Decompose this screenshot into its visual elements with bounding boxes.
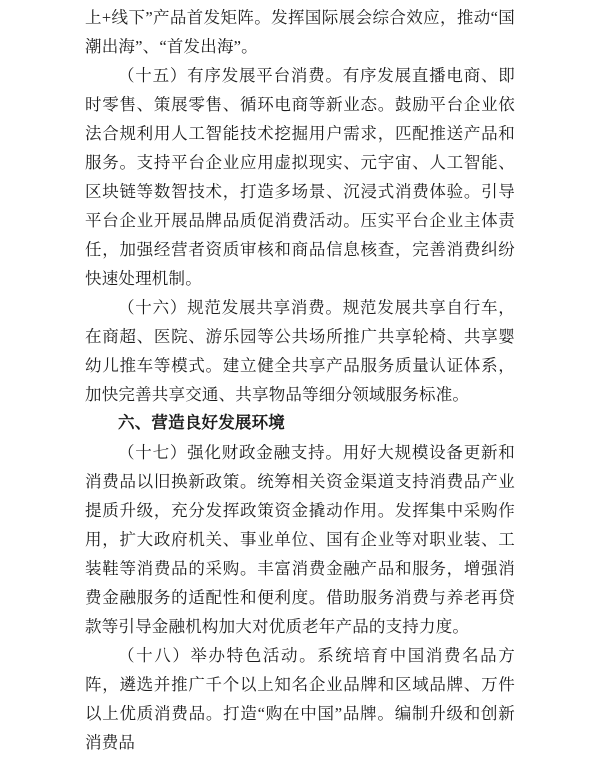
paragraph-item-17-fiscal-financial-support: （十七）强化财政金融支持。用好大规模设备更新和消费品以旧换新政策。统筹相关资金渠道支持消费品产业提质升级，充分发挥政策资金撬动作用。发挥集中采购作用，扩大政府机关、事业单位、国有企业等对职业装、工装鞋等消费品的采购。丰富消费金融产品和服务，增强消费金融服务的适配性和便利度。借助服务消费与养老再贷款等引导金融机构加大对优质老年产品的支持力度。 — [85, 443, 515, 636]
paragraph-item-16-sharing-consumption: （十六）规范发展共享消费。规范发展共享自行车，在商超、医院、游乐园等公共场所推广共享轮椅、共享婴幼儿推车等模式。建立健全共享产品服务质量认证体系，加快完善共享交通、共享物品等细分领域服务标准。 — [85, 298, 515, 404]
section-heading-6-development-environment: 六、营造良好发展环境 — [118, 414, 285, 432]
paragraph-item-18-special-activities: （十八）举办特色活动。系统培育中国消费名品方阵，遴选并推广千个以上知名企业品牌和区域品牌、万件以上优质消费品。打造“购在中国”品牌。编制升级和创新消费品 — [85, 646, 515, 752]
paragraph-continued-from-previous-page: 上+线下”产品首发矩阵。发挥国际展会综合效应，推动“国潮出海”、“首发出海”。 — [85, 8, 515, 56]
paragraph-item-15-platform-consumption: （十五）有序发展平台消费。有序发展直播电商、即时零售、策展零售、循环电商等新业态。鼓励平台企业依法合规利用人工智能技术挖掘用户需求，匹配推送产品和服务。支持平台企业应用虚拟现实、元宇宙、人工智能、区块链等数智技术，打造多场景、沉浸式消费体验。引导平台企业开展品牌品质促消费活动。压实平台企业主体责任，加强经营者资质审核和商品信息核查，完善消费纠纷快速处理机制。 — [85, 66, 515, 288]
